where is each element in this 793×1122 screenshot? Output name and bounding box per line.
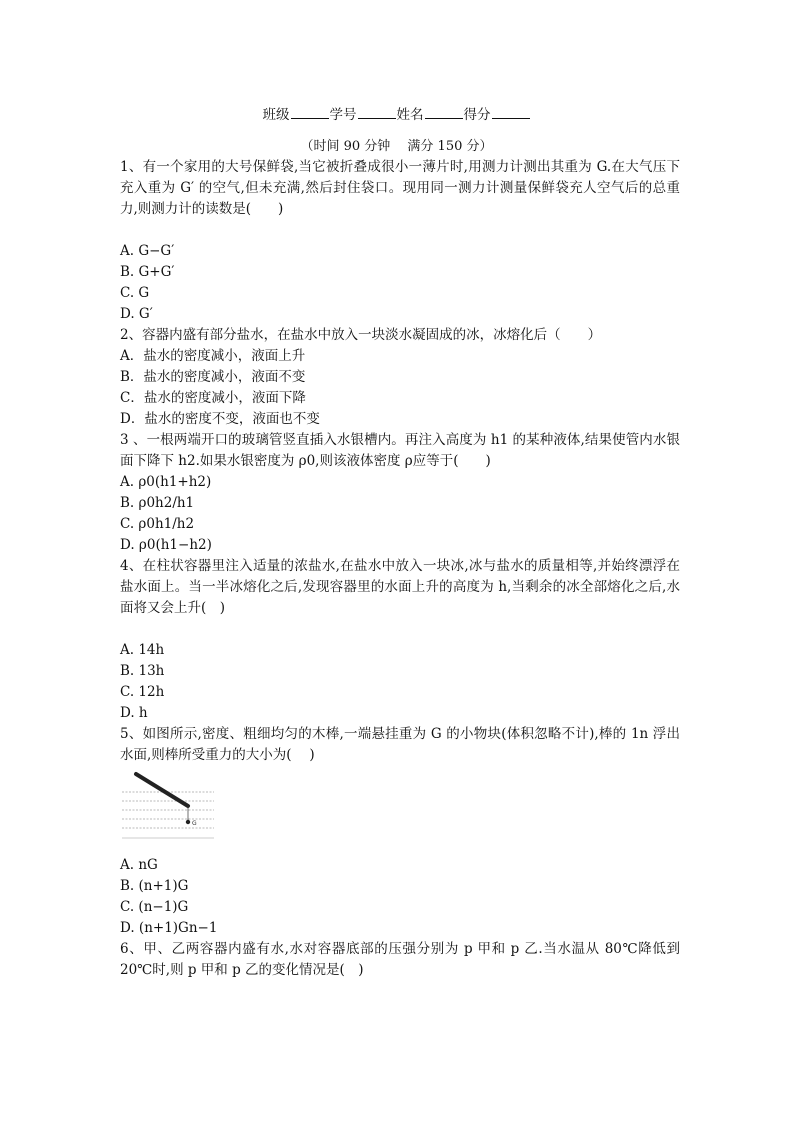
- question-1-option-b: B. G+G′: [120, 264, 175, 280]
- floating-rod-figure: [120, 768, 220, 840]
- question-4-text: 4、在柱状容器里注入适量的浓盐水,在盐水中放入一块冰,冰与盐水的质量相等,并始终漂浮在盐水面上。当一半冰熔化之后,发现容器里的水面上升的高度为 h,当剩余的冰全部熔化之后,水面将又会上升( ): [120, 558, 680, 616]
- spacer: [120, 619, 680, 640]
- question-3-option-c: C. ρ0h1/h2: [120, 516, 195, 532]
- small-weight: [186, 820, 190, 824]
- question-5-option-a: A. nG: [120, 857, 158, 873]
- name-label: 姓名: [396, 107, 424, 123]
- questions-container: [120, 157, 680, 981]
- question-1-text: 1、有一个家用的大号保鲜袋,当它被折叠成很小一薄片时,用测力计测出其重为 G.在大气压下充入重为 G′ 的空气,但未充满,然后封住袋口。现用同一测力计测量保鲜袋充人空气后的总重力,则测力计的读数是( ): [120, 159, 680, 217]
- header-fields: [0, 103, 793, 123]
- question-3-option-b: B. ρ0h2/h1: [120, 495, 195, 511]
- class-blank: [291, 106, 329, 119]
- question-2-text: 2、容器内盛有部分盐水，在盐水中放入一块淡水凝固成的冰，冰熔化后（ ）: [120, 327, 602, 343]
- question-2-option-d: D．盐水的密度不变，液面也不变: [120, 411, 320, 427]
- question-2-option-a: A．盐水的密度减小，液面上升: [120, 348, 306, 364]
- question-3-option-a: A. ρ0(h1+h2): [120, 474, 212, 490]
- name-blank: [425, 106, 463, 119]
- spacer: [120, 220, 680, 241]
- question-4-option-d: D. h: [120, 705, 148, 721]
- question-4-option-c: C. 12h: [120, 684, 165, 700]
- question-5-option-c: C. (n−1)G: [120, 899, 189, 915]
- question-4-option-a: A. 14h: [120, 642, 165, 658]
- question-5-option-d: D. (n+1)Gn−1: [120, 920, 218, 936]
- question-3-option-d: D. ρ0(h1−h2): [120, 537, 212, 553]
- question-1-option-d: D. G′: [120, 306, 153, 322]
- question-1-option-c: C. G: [120, 285, 150, 301]
- score-blank: [492, 106, 530, 119]
- class-label: 班级: [262, 107, 290, 123]
- question-6-text: 6、甲、乙两容器内盛有水,水对容器底部的压强分别为 p 甲和 p 乙.当水温从 80℃降低到 20℃时,则 p 甲和 p 乙的变化情况是( ): [120, 941, 680, 978]
- question-2-option-c: C．盐水的密度减小，液面下降: [120, 390, 306, 406]
- question-5-option-b: B. (n+1)G: [120, 878, 189, 894]
- question-3-text: 3 、一根两端开口的玻璃管竖直插入水银槽内。再注入高度为 h1 的某种液体,结果使管内水银面下降下 h2.如果水银密度为 ρ0,则该液体密度 ρ应等于( ): [120, 432, 680, 469]
- question-1-option-a: A. G−G′: [120, 243, 175, 259]
- water-surface-lines: [122, 792, 214, 828]
- question-2-option-b: B．盐水的密度减小，液面不变: [120, 369, 306, 385]
- question-5-text: 5、如图所示,密度、粗细均匀的木棒,一端悬挂重为 G 的小物块(体积忽略不计),棒的 1n 浮出水面,则棒所受重力的大小为( ): [120, 726, 680, 763]
- question-4-option-b: B. 13h: [120, 663, 165, 679]
- number-label: 学号: [329, 107, 357, 123]
- score-label: 得分: [463, 107, 491, 123]
- exam-subtitle: （时间 90 分钟 满分 150 分）: [300, 139, 493, 154]
- weight-label: G: [192, 820, 197, 827]
- number-blank: [358, 106, 396, 119]
